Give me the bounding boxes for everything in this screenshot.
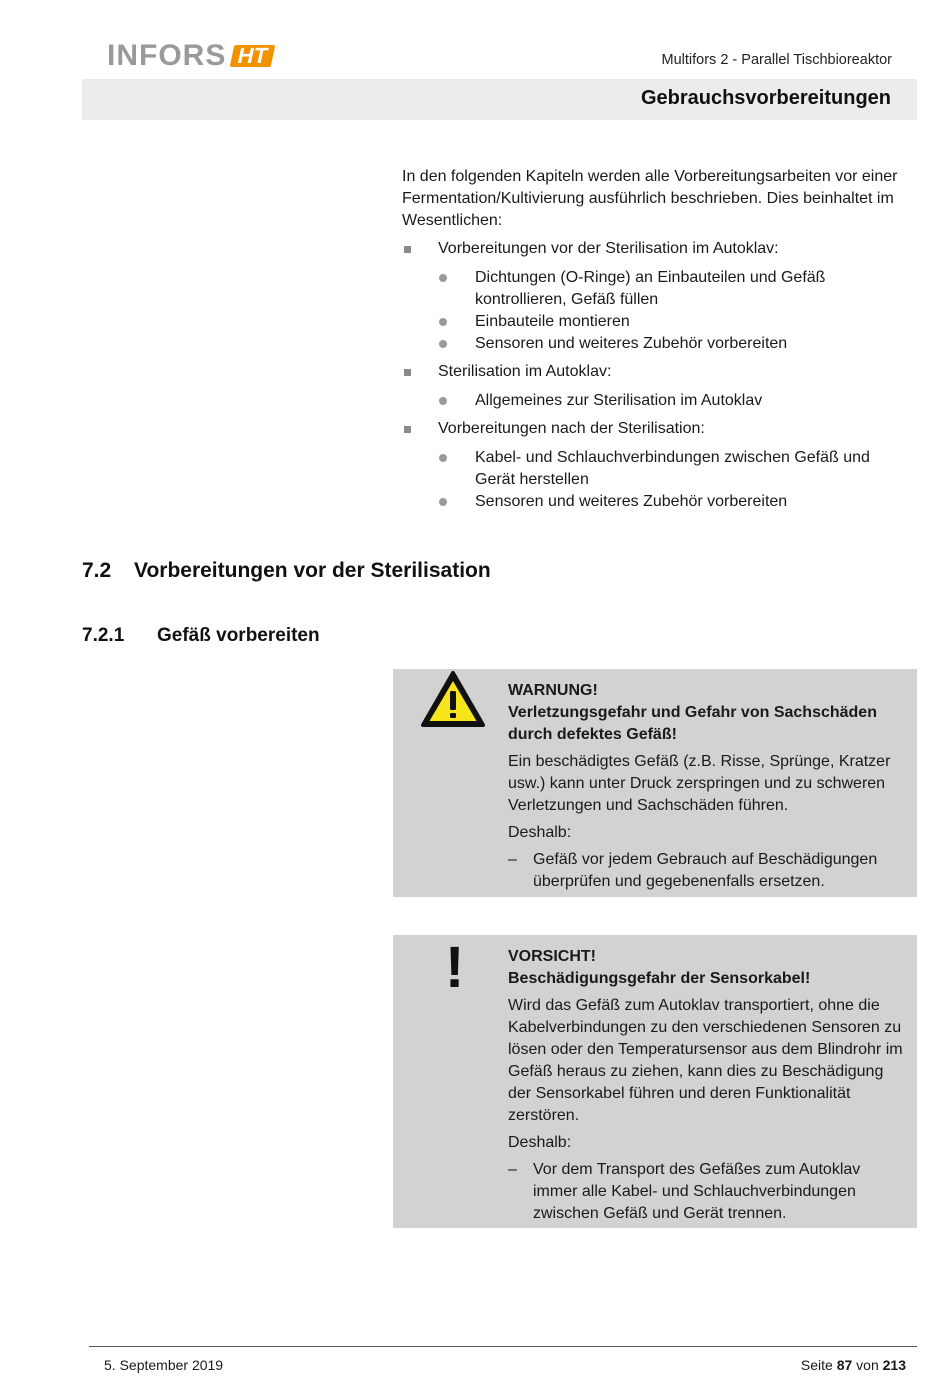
page-separator: von [856, 1357, 879, 1373]
intro-section [402, 166, 912, 513]
sub-list-item [438, 447, 912, 491]
page-number [801, 1357, 906, 1373]
caution-content [508, 946, 903, 1225]
sub-list-item-label: Dichtungen (O-Ringe) an Einbauteilen und Gefäß kontrollieren, Gefäß füllen [475, 269, 826, 308]
sub-list-item-label: Sensoren und weiteres Zubehör vorbereiten [475, 493, 788, 510]
dot-bullet-icon [439, 340, 447, 348]
exclamation-icon: ! [445, 935, 465, 1000]
logo [107, 40, 274, 72]
warning-content [508, 680, 903, 893]
section-number: 7.2 [82, 559, 112, 582]
subsection-number: 7.2.1 [82, 625, 125, 646]
sub-list-item-label: Allgemeines zur Sterilisation im Autoklav [475, 392, 763, 409]
caution-signal-word: VORSICHT! [508, 948, 596, 965]
list-item-label: Vorbereitungen vor der Sterilisation im Autoklav: [438, 240, 779, 257]
sub-list-item [438, 311, 912, 333]
section-title: Vorbereitungen vor der Sterilisation [134, 559, 491, 582]
sub-list [438, 267, 912, 355]
logo-mark: HT [230, 45, 276, 67]
dot-bullet-icon [439, 498, 447, 506]
logo-text: INFORS [107, 39, 227, 72]
sub-list-item [438, 390, 912, 412]
sub-list-item [438, 267, 912, 311]
caution-therefore: Deshalb: [508, 1134, 572, 1151]
sub-list [438, 390, 912, 412]
page-prefix: Seite [800, 1357, 833, 1373]
list-item [402, 418, 912, 513]
warning-triangle-icon [420, 670, 486, 728]
caution-body: Wird das Gefäß zum Autoklav transportiert, ohne die Kabelverbindungen zu den verschiedenen Sensoren zu lösen oder den Temperatursensor aus dem Blindrohr im Gefäß heraus zu ziehen, kann dies zu Beschädigung der Sensorkabel führen und deren Funktionalität zerstören. [508, 997, 903, 1124]
subsection-title: Gefäß vorbereiten [157, 625, 320, 646]
chapter-header-bar [82, 79, 917, 120]
dash-bullet: – [508, 851, 517, 868]
warning-action-text: Gefäß vor jedem Gebrauch auf Beschädigungen überprüfen und gegebenenfalls ersetzen. [533, 851, 878, 890]
warning-signal-word: WARNUNG! [508, 682, 598, 699]
sub-list-item [438, 333, 912, 355]
list-item [402, 238, 912, 355]
warning-body: Ein beschädigtes Gefäß (z.B. Risse, Sprünge, Kratzer usw.) kann unter Druck zerspringen und zu schweren Verletzungen und Sachschäden führen. [508, 753, 891, 814]
dot-bullet-icon [439, 454, 447, 462]
page-total: 213 [882, 1357, 906, 1373]
list-item [402, 361, 912, 412]
sub-list-item [438, 491, 912, 513]
square-bullet-icon [404, 246, 411, 253]
dot-bullet-icon [439, 318, 447, 326]
caution-box [393, 935, 917, 1228]
intro-text: In den folgenden Kapiteln werden alle Vorbereitungsarbeiten vor einer Fermentation/Kultivierung ausführlich beschrieben. Dies beinhaltet im Wesentlichen: [402, 168, 898, 229]
warning-box [393, 669, 917, 897]
square-bullet-icon [404, 426, 411, 433]
dash-bullet: – [508, 1161, 517, 1178]
warning-therefore: Deshalb: [508, 824, 572, 841]
caution-headline: Beschädigungsgefahr der Sensorkabel! [508, 970, 811, 987]
document-title: Multifors 2 - Parallel Tischbioreaktor [661, 52, 892, 68]
caution-action-text: Vor dem Transport des Gefäßes zum Autoklav immer alle Kabel- und Schlauchverbindungen zwischen Gefäß und Gerät trennen. [533, 1161, 861, 1222]
page-current: 87 [836, 1357, 853, 1373]
sub-list-item-label: Sensoren und weiteres Zubehör vorbereiten [475, 335, 788, 352]
footer-date: 5. September 2019 [104, 1357, 224, 1373]
dot-bullet-icon [439, 274, 447, 282]
footer-divider [89, 1346, 917, 1347]
list-item-label: Vorbereitungen nach der Sterilisation: [438, 420, 705, 437]
sub-list-item-label: Einbauteile montieren [475, 313, 630, 330]
prep-list [402, 238, 912, 513]
section-heading [82, 559, 491, 583]
caution-action [508, 1159, 903, 1225]
sub-list [438, 447, 912, 513]
subsection-heading [82, 625, 320, 647]
list-item-label: Sterilisation im Autoklav: [438, 363, 612, 380]
sub-list-item-label: Kabel- und Schlauchverbindungen zwischen Gefäß und Gerät herstellen [475, 449, 870, 488]
warning-action [508, 849, 903, 893]
warning-headline: Verletzungsgefahr und Gefahr von Sachschäden durch defektes Gefäß! [508, 704, 877, 743]
dot-bullet-icon [439, 397, 447, 405]
chapter-title: Gebrauchsvorbereitungen [640, 87, 891, 109]
square-bullet-icon [404, 369, 411, 376]
